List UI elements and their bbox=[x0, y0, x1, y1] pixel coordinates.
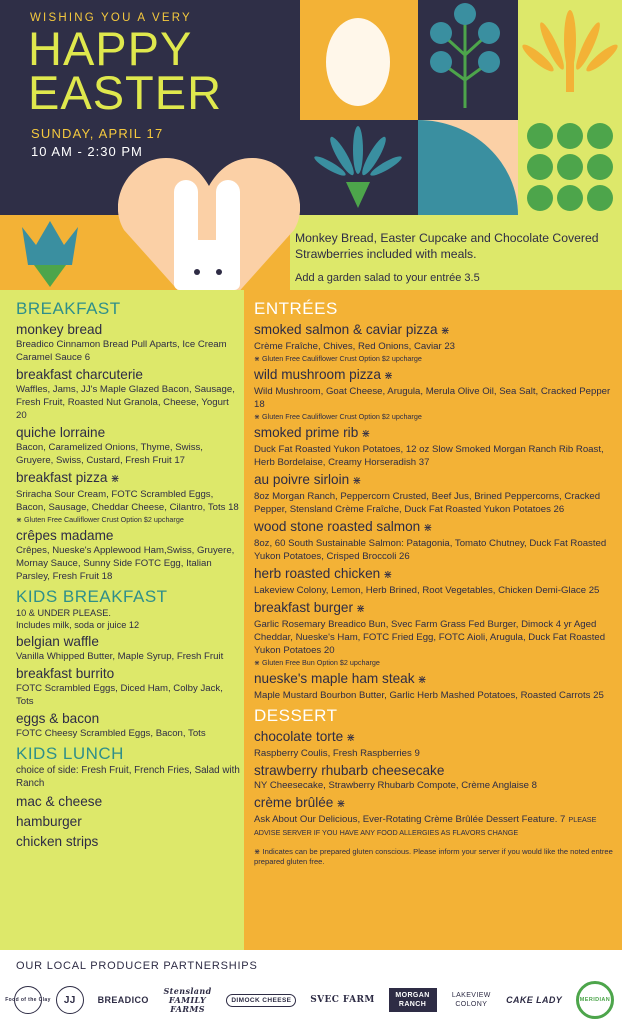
fan-tile bbox=[518, 0, 622, 120]
flower-tile bbox=[0, 215, 100, 290]
menu-item-name bbox=[254, 366, 614, 385]
logo-morgan-ranch: MORGAN RANCH bbox=[389, 988, 437, 1012]
menu-item-name bbox=[254, 518, 614, 537]
menu-item-title: breakfast burrito bbox=[16, 666, 115, 681]
menu-item-name bbox=[254, 728, 614, 747]
menu-item-title: au poivre sirloin bbox=[254, 472, 350, 487]
gluten-free-icon: ⋇ bbox=[361, 428, 371, 440]
menu-item-description bbox=[16, 544, 242, 583]
logo-food-of-the-clay: Food of the Clay bbox=[14, 986, 42, 1014]
title-line-happy: HAPPY bbox=[28, 22, 193, 75]
menu-item-description bbox=[254, 618, 614, 657]
menu-item-description-text: 8oz Morgan Ranch, Peppercorn Crusted, Beef Jus, Brined Peppercorns, Cracked Pepper, Stensland Crème Fraîche, Duck Fat Roasted Yukon Potatoes 26 bbox=[254, 491, 601, 515]
kids-breakfast-list bbox=[16, 633, 242, 740]
menu-item-description bbox=[254, 779, 614, 792]
menu-item-description-text: Sriracha Sour Cream, FOTC Scrambled Eggs, Bacon, Sausage, Cheddar Cheese, Cilantro, Tots 18 bbox=[16, 489, 239, 513]
menu-item-title: breakfast charcuterie bbox=[16, 367, 143, 382]
egg-icon bbox=[300, 0, 418, 120]
promo-text: Monkey Bread, Easter Cupcake and Chocolate Covered Strawberries included with meals. bbox=[295, 231, 599, 261]
right-column bbox=[254, 299, 614, 867]
menu-item-title: herb roasted chicken bbox=[254, 566, 381, 581]
menu-item-description-text: 8oz, 60 South Sustainable Salmon: Patagonia, Tomato Chutney, Duck Fat Roasted Yukon Potatoes, Crisped Broccoli 26 bbox=[254, 538, 607, 562]
menu-item-name bbox=[254, 471, 614, 490]
partner-logos bbox=[5, 980, 614, 1020]
logo-svec-farm: SVEC FARM bbox=[310, 995, 375, 1005]
menu-item bbox=[254, 728, 614, 760]
menu-item-name bbox=[254, 424, 614, 443]
menu-item-description-text: Lakeview Colony, Lemon, Herb Brined, Root Vegetables, Chicken Demi-Glace 25 bbox=[254, 585, 600, 596]
greeting-subtitle: WISHING YOU A VERY bbox=[30, 12, 192, 24]
gluten-free-option-note: ⋇ Gluten Free Bun Option $2 upcharge bbox=[254, 658, 380, 667]
header bbox=[0, 0, 622, 290]
menu-item bbox=[16, 527, 242, 583]
menu-item-description-text: FOTC Cheesy Scrambled Eggs, Bacon, Tots bbox=[16, 728, 206, 739]
logo-meridian: MERIDIAN bbox=[576, 981, 614, 1019]
menu-item-name bbox=[16, 469, 242, 488]
left-column bbox=[16, 299, 242, 850]
footer bbox=[0, 950, 622, 1024]
egg-tile bbox=[300, 0, 418, 120]
fan-plant-icon bbox=[518, 0, 622, 120]
menu-item-name bbox=[16, 665, 242, 682]
menu-item bbox=[254, 321, 614, 364]
title-line-easter: EASTER bbox=[28, 66, 223, 119]
menu-item-name bbox=[16, 321, 242, 338]
menu-item-title: smoked salmon & caviar pizza bbox=[254, 322, 438, 337]
palm-tile bbox=[300, 120, 418, 215]
menu-item-name bbox=[16, 527, 242, 544]
menu-item-description bbox=[254, 385, 614, 411]
menu-item-title: strawberry rhubarb cheesecake bbox=[254, 763, 445, 778]
gluten-free-icon: ⋇ bbox=[383, 370, 394, 382]
kids-lunch-note: choice of side: Fresh Fruit, French Fries, Salad with Ranch bbox=[16, 765, 240, 789]
menu-item bbox=[254, 599, 614, 668]
menu-item-name bbox=[16, 424, 242, 441]
menu-item-description bbox=[254, 340, 614, 353]
menu-item-description-text: Maple Mustard Bourbon Butter, Garlic Herb Mashed Potatoes, Roasted Carrots 25 bbox=[254, 690, 604, 701]
page-title bbox=[28, 22, 223, 119]
menu-item-description bbox=[254, 813, 614, 839]
menu-item-title: nueske's maple ham steak bbox=[254, 671, 415, 686]
menu-item-title: breakfast burger bbox=[254, 600, 353, 615]
kids-lunch-list bbox=[16, 793, 242, 850]
flower-icon bbox=[0, 215, 100, 290]
quarter-circle-shape bbox=[418, 120, 518, 215]
menu-item-name bbox=[254, 321, 614, 340]
dessert-heading: DESSERT bbox=[254, 706, 338, 725]
tree-tile bbox=[418, 0, 518, 120]
menu-item-description bbox=[16, 441, 242, 467]
menu-item bbox=[254, 366, 614, 422]
menu-item bbox=[254, 424, 614, 469]
dots-pattern bbox=[518, 120, 622, 215]
menu-item-name bbox=[16, 633, 242, 650]
event-date: SUNDAY, APRIL 17 bbox=[31, 126, 164, 141]
menu-item-title: belgian waffle bbox=[16, 634, 99, 649]
breakfast-list bbox=[16, 321, 242, 583]
menu-item-title: wood stone roasted salmon bbox=[254, 519, 421, 534]
menu-item bbox=[16, 633, 242, 663]
gluten-free-icon: ⋇ bbox=[336, 798, 346, 810]
menu-item-description-text: Garlic Rosemary Breadico Bun, Svec Farm Grass Fed Burger, Dimock 4 yr Aged Cheddar, Nueske's Ham, FOTC Fried Egg, FOTC Aioli, Arugula, Duck Fat Roasted Yukon Potatoes 20 bbox=[254, 619, 606, 656]
kids-breakfast-heading: KIDS BREAKFAST bbox=[16, 587, 168, 606]
gluten-free-icon: ⋇ bbox=[352, 475, 362, 487]
gluten-footnote: ⋇ Indicates can be prepared gluten conscious. Please inform your server if you would like the noted entree prepared gluten free. bbox=[254, 847, 613, 866]
quarter-tile bbox=[418, 120, 518, 215]
menu-item-description-text: Raspberry Coulis, Fresh Raspberries 9 bbox=[254, 748, 420, 759]
menu-item-description-text: Ask About Our Delicious, Ever-Rotating Crème Brûlée Dessert Feature. 7 bbox=[254, 814, 566, 825]
menu-item-description bbox=[254, 490, 614, 516]
event-hours: 10 AM - 2:30 PM bbox=[31, 144, 143, 159]
menu-item-name bbox=[254, 670, 614, 689]
menu-item-title: smoked prime rib bbox=[254, 425, 359, 440]
kids-lunch-item: chicken strips bbox=[16, 834, 99, 849]
entrees-heading: ENTRÉES bbox=[254, 299, 338, 318]
tree-icon bbox=[418, 0, 518, 120]
gluten-free-option-note: ⋇ Gluten Free Cauliflower Crust Option $2 upcharge bbox=[254, 354, 422, 363]
palm-icon bbox=[300, 120, 418, 215]
menu-item-name bbox=[254, 599, 614, 618]
gluten-free-option-note: ⋇ Gluten Free Cauliflower Crust Option $2 upcharge bbox=[254, 412, 422, 421]
menu-item-title: crêpes madame bbox=[16, 528, 114, 543]
menu-item-title: chocolate torte bbox=[254, 729, 344, 744]
menu-item-description bbox=[16, 682, 242, 708]
menu-item-description-text: NY Cheesecake, Strawberry Rhubarb Compote, Crème Anglaise 8 bbox=[254, 780, 537, 791]
menu-item-description-text: Bacon, Caramelized Onions, Thyme, Swiss, Gruyere, Swiss, Custard, Fresh Fruit 17 bbox=[16, 442, 203, 466]
breakfast-heading: BREAKFAST bbox=[16, 299, 121, 318]
menu-item-description bbox=[16, 383, 242, 422]
menu-item-name bbox=[254, 762, 614, 779]
menu-item bbox=[254, 762, 614, 792]
gluten-free-icon: ⋇ bbox=[417, 674, 427, 686]
menu-item-description-text: FOTC Scrambled Eggs, Diced Ham, Colby Jack, Tots bbox=[16, 683, 223, 707]
menu-item bbox=[16, 366, 242, 422]
kids-lunch-heading: KIDS LUNCH bbox=[16, 744, 124, 763]
kids-breakfast-age-note: 10 & UNDER PLEASE. bbox=[16, 608, 111, 618]
menu-item-description-text: Waffles, Jams, JJ's Maple Glazed Bacon, Sausage, Fresh Fruit, Roasted Nut Granola, Cheese, Yogurt 20 bbox=[16, 384, 235, 421]
menu-item-description bbox=[16, 488, 242, 514]
menu-item bbox=[16, 424, 242, 467]
menu-item-name bbox=[16, 366, 242, 383]
menu-item-description-text: Vanilla Whipped Butter, Maple Syrup, Fresh Fruit bbox=[16, 651, 224, 662]
menu-item-title: eggs & bacon bbox=[16, 711, 100, 726]
logo-jj: JJ bbox=[56, 986, 84, 1014]
dessert-list bbox=[254, 728, 614, 839]
menu-item-description bbox=[16, 338, 242, 364]
menu-item bbox=[16, 321, 242, 364]
menu-item-name bbox=[16, 710, 242, 727]
menu-item-description bbox=[16, 650, 242, 663]
kids-lunch-item: mac & cheese bbox=[16, 794, 103, 809]
menu-item bbox=[254, 518, 614, 563]
gluten-free-icon: ⋇ bbox=[383, 569, 393, 581]
menu-item-description-text: Crêpes, Nueske's Applewood Ham,Swiss, Gruyere, Mornay Sauce, Sunny Side FOTC Egg, Italian Parsley, Fresh Fruit 18 bbox=[16, 545, 235, 582]
menu-item bbox=[254, 670, 614, 702]
gluten-free-icon: ⋇ bbox=[346, 732, 356, 744]
gluten-free-option-note: ⋇ Gluten Free Cauliflower Crust Option $2 upcharge bbox=[16, 515, 184, 524]
menu-item-description bbox=[254, 443, 614, 469]
menu-item bbox=[16, 665, 242, 708]
kids-lunch-item: hamburger bbox=[16, 814, 82, 829]
dots-tile bbox=[518, 120, 622, 215]
menu-item-title: quiche lorraine bbox=[16, 425, 106, 440]
menu-item-name bbox=[254, 794, 614, 813]
menu-item-description bbox=[254, 537, 614, 563]
addon-text: Add a garden salad to your entrée 3.5 bbox=[295, 272, 480, 284]
menu-item-description-text: Crème Fraîche, Chives, Red Onions, Caviar 23 bbox=[254, 341, 456, 352]
menu-item-title: crème brûlée bbox=[254, 795, 334, 810]
logo-breadico: BREADICO bbox=[97, 995, 149, 1005]
menu-item-title: monkey bread bbox=[16, 322, 103, 337]
menu-item-description bbox=[254, 689, 614, 702]
menu-item bbox=[254, 794, 614, 839]
logo-stensland: Stensland FAMILY FARMS bbox=[163, 985, 212, 1014]
menu-item-description-text: Breadico Cinnamon Bread Pull Aparts, Ice Cream Caramel Sauce 6 bbox=[16, 339, 227, 363]
logo-lakeview-colony: LAKEVIEW COLONY bbox=[451, 992, 491, 1008]
menu-item bbox=[254, 565, 614, 597]
partners-heading: OUR LOCAL PRODUCER PARTNERSHIPS bbox=[16, 960, 258, 972]
menu-item-title: wild mushroom pizza bbox=[254, 367, 381, 382]
menu-item-description bbox=[16, 727, 242, 740]
menu-item-title: breakfast pizza bbox=[16, 470, 108, 485]
gluten-free-icon: ⋇ bbox=[110, 473, 120, 485]
kids-breakfast-drink-note: Includes milk, soda or juice 12 bbox=[16, 620, 140, 630]
menu-item-description bbox=[254, 747, 614, 760]
allergy-note: PLEASE ADVISE SERVER IF YOU HAVE ANY FOOD ALLERGIES AS FLAVORS CHANGE bbox=[254, 815, 597, 837]
menu-item-description-text: Duck Fat Roasted Yukon Potatoes, 12 oz Slow Smoked Morgan Ranch Rib Roast, Herb Bordelaise, Creamy Horseradish 37 bbox=[254, 444, 604, 468]
gluten-free-icon: ⋇ bbox=[440, 325, 450, 337]
gluten-free-icon: ⋇ bbox=[356, 603, 366, 615]
menu-item bbox=[254, 471, 614, 516]
menu-item-description bbox=[254, 584, 614, 597]
menu-item-description-text: Wild Mushroom, Goat Cheese, Arugula, Merula Olive Oil, Sea Salt, Cracked Pepper 18 bbox=[254, 386, 611, 410]
logo-cake-lady: CAKE LADY bbox=[506, 995, 563, 1005]
menu-item bbox=[16, 710, 242, 740]
entree-list bbox=[254, 321, 614, 702]
logo-dimock-cheese: DIMOCK CHEESE bbox=[226, 994, 296, 1007]
gluten-free-icon: ⋇ bbox=[423, 522, 433, 534]
menu-item bbox=[16, 469, 242, 525]
menu-item-name bbox=[254, 565, 614, 584]
